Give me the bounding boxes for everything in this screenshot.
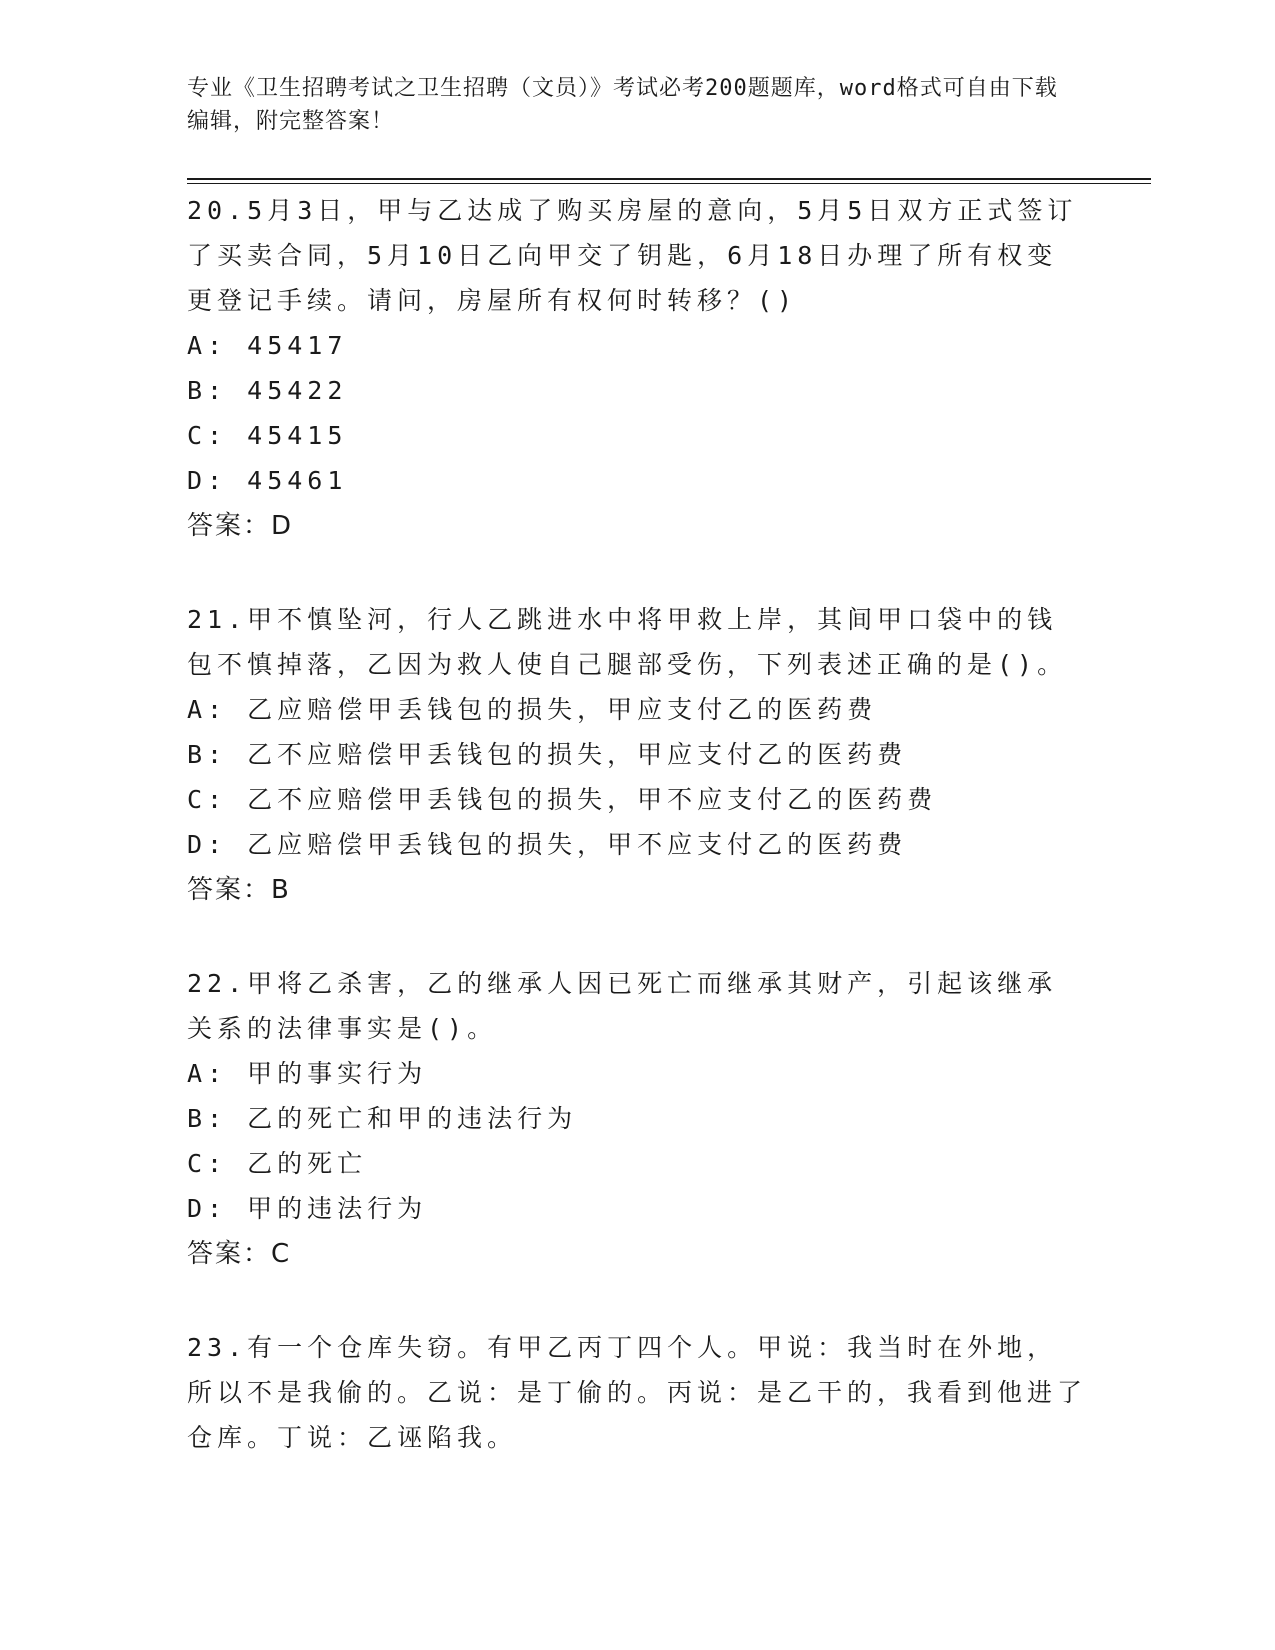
header-divider-thin	[187, 183, 1151, 184]
question-stem: 21.甲不慎坠河，行人乙跳进水中将甲救上岸，其间甲口袋中的钱包不慎掉落，乙因为救人使自己腿部受伤，下列表述正确的是()。	[187, 605, 1068, 679]
option-c: C: 45415	[187, 421, 348, 450]
option-c: C: 乙不应赔偿甲丢钱包的损失，甲不应支付乙的医药费	[187, 785, 938, 814]
answer-line: 答案：D	[187, 511, 294, 541]
option-b: B: 45422	[187, 376, 348, 405]
question-20	[187, 188, 1087, 550]
document-title: 专业《卫生招聘考试之卫生招聘（文员）》考试必考200题题库，word格式可自由下载编辑，附完整答案！	[187, 76, 1058, 134]
question-list	[187, 188, 1087, 1460]
question-spacer	[187, 914, 1087, 961]
question-22	[187, 961, 1087, 1278]
answer-line: 答案：C	[187, 1239, 292, 1269]
document-header	[187, 72, 1067, 138]
answer-line: 答案：B	[187, 875, 291, 905]
option-a: A: 乙应赔偿甲丢钱包的损失，甲应支付乙的医药费	[187, 695, 878, 724]
question-21	[187, 597, 1087, 914]
option-b: B: 乙的死亡和甲的违法行为	[187, 1104, 578, 1133]
option-a: A: 45417	[187, 331, 348, 360]
option-a: A: 甲的事实行为	[187, 1059, 428, 1088]
question-spacer	[187, 1278, 1087, 1325]
option-b: B: 乙不应赔偿甲丢钱包的损失，甲应支付乙的医药费	[187, 740, 908, 769]
header-divider-thick	[187, 178, 1151, 180]
question-23	[187, 1325, 1087, 1460]
option-d: D: 甲的违法行为	[187, 1194, 428, 1223]
option-d: D: 乙应赔偿甲丢钱包的损失，甲不应支付乙的医药费	[187, 830, 908, 859]
question-spacer	[187, 550, 1087, 597]
question-stem: 22.甲将乙杀害，乙的继承人因已死亡而继承其财产，引起该继承关系的法律事实是()。	[187, 969, 1058, 1043]
option-d: D: 45461	[187, 466, 348, 495]
question-stem: 23.有一个仓库失窃。有甲乙丙丁四个人。甲说：我当时在外地，所以不是我偷的。乙说：是丁偷的。丙说：是乙干的，我看到他进了仓库。丁说：乙诬陷我。	[187, 1333, 1088, 1452]
question-stem: 20.5月3日，甲与乙达成了购买房屋的意向，5月5日双方正式签订了买卖合同，5月10日乙向甲交了钥匙，6月18日办理了所有权变更登记手续。请问，房屋所有权何时转移？()	[187, 196, 1078, 315]
option-c: C: 乙的死亡	[187, 1149, 368, 1178]
